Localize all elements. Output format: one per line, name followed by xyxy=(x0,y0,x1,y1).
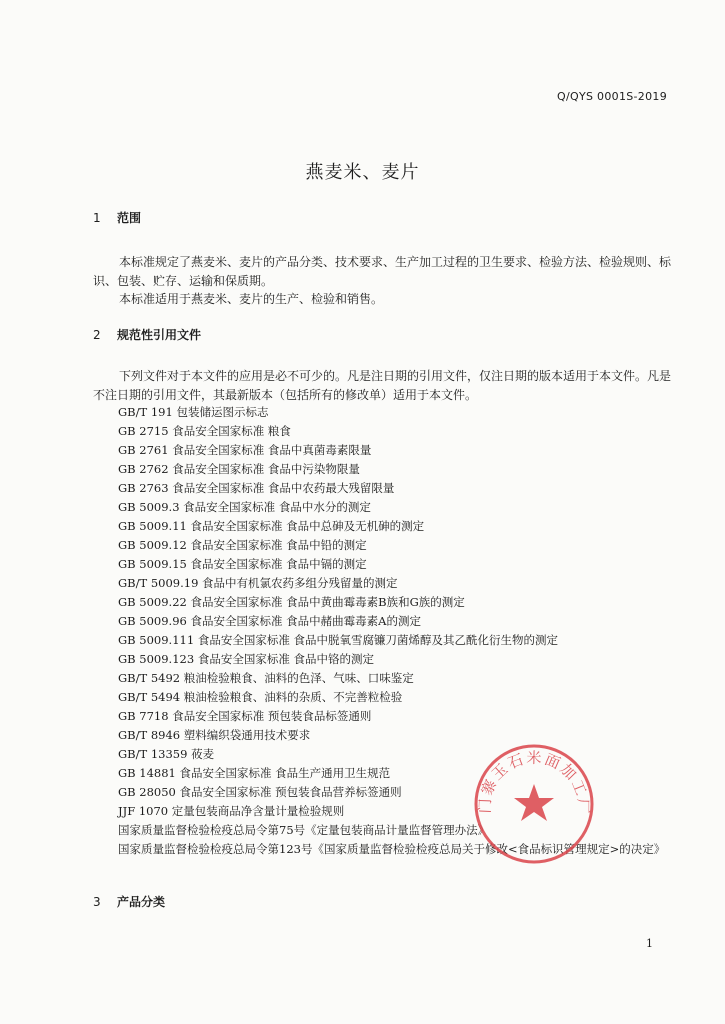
reference-item: GB 5009.123 食品安全国家标准 食品中铬的测定 xyxy=(118,652,374,666)
section-2-paragraph-1: 下列文件对于本文件的应用是必不可少的。凡是注日期的引用文件，仅注日期的版本适用于本文件。凡是不注日期的引用文件，其最新版本（包括所有的修改单）适用于本文件。 xyxy=(93,369,672,402)
reference-item: GB 2762 食品安全国家标准 食品中污染物限量 xyxy=(118,462,360,476)
reference-item: GB 5009.96 食品安全国家标准 食品中赭曲霉毒素A的测定 xyxy=(118,614,421,628)
section-title: 产品分类 xyxy=(117,895,166,909)
section-title: 规范性引用文件 xyxy=(117,328,202,342)
section-number: 1 xyxy=(93,211,101,225)
reference-item: GB/T 5494 粮油检验粮食、油料的杂质、不完善粒检验 xyxy=(118,690,403,704)
section-title: 范围 xyxy=(117,211,142,225)
section-1-paragraph-1: 本标准规定了燕麦米、麦片的产品分类、技术要求、生产加工过程的卫生要求、检验方法、检验规则、标识、包装、贮存、运输和保质期。 xyxy=(93,255,672,288)
document-title: 燕麦米、麦片 xyxy=(305,162,420,183)
reference-item: 国家质量监督检验检疫总局令第75号《定量包装商品计量监督管理办法》 xyxy=(118,823,490,837)
reference-item: GB 5009.11 食品安全国家标准 食品中总砷及无机砷的测定 xyxy=(118,519,425,533)
section-number: 2 xyxy=(93,328,101,342)
reference-item: GB 5009.12 食品安全国家标准 食品中铅的测定 xyxy=(118,538,367,552)
section-number: 3 xyxy=(93,895,101,909)
section-1-heading xyxy=(93,209,141,226)
reference-item: GB/T 13359 莜麦 xyxy=(118,747,215,761)
reference-item: GB/T 5492 粮油检验粮食、油料的色泽、气味、口味鉴定 xyxy=(118,671,414,685)
page-number: 1 xyxy=(646,937,653,950)
reference-item: JJF 1070 定量包装商品净含量计量检验规则 xyxy=(118,804,345,818)
section-1-paragraph-2: 本标准适用于燕麦米、麦片的生产、检验和销售。 xyxy=(119,292,384,306)
document-code: Q/QYS 0001S-2019 xyxy=(557,90,667,103)
reference-item: GB 2761 食品安全国家标准 食品中真菌毒素限量 xyxy=(118,443,372,457)
reference-item: GB/T 8946 塑料编织袋通用技术要求 xyxy=(118,728,311,742)
reference-item: GB 2715 食品安全国家标准 粮食 xyxy=(118,424,291,438)
reference-item: GB 5009.3 食品安全国家标准 食品中水分的测定 xyxy=(118,500,371,514)
reference-item: GB 5009.111 食品安全国家标准 食品中脱氧雪腐镰刀菌烯醇及其乙酰化衍生物的测定 xyxy=(118,633,558,647)
reference-item: GB 2763 食品安全国家标准 食品中农药最大残留限量 xyxy=(118,481,395,495)
section-2-heading xyxy=(93,326,201,343)
company-seal-stamp xyxy=(470,740,598,868)
reference-item: GB/T 191 包装储运图示标志 xyxy=(118,405,269,419)
reference-item: GB 28050 食品安全国家标准 预包装食品营养标签通则 xyxy=(118,785,402,799)
reference-item: GB 7718 食品安全国家标准 预包装食品标签通则 xyxy=(118,709,372,723)
section-3-heading xyxy=(93,893,165,910)
reference-item: GB 14881 食品安全国家标准 食品生产通用卫生规范 xyxy=(118,766,391,780)
reference-item: GB/T 5009.19 食品中有机氯农药多组分残留量的测定 xyxy=(118,576,398,590)
reference-item: GB 5009.22 食品安全国家标准 食品中黄曲霉毒素B族和G族的测定 xyxy=(118,595,465,609)
reference-item: 国家质量监督检验检疫总局令第123号《国家质量监督检验检疫总局关于修改<食品标识管理规定>的决定》 xyxy=(118,842,666,856)
reference-item: GB 5009.15 食品安全国家标准 食品中镉的测定 xyxy=(118,557,367,571)
svg-text:门寨玉石米面加工厂: 门寨玉石米面加工厂 xyxy=(475,748,593,816)
